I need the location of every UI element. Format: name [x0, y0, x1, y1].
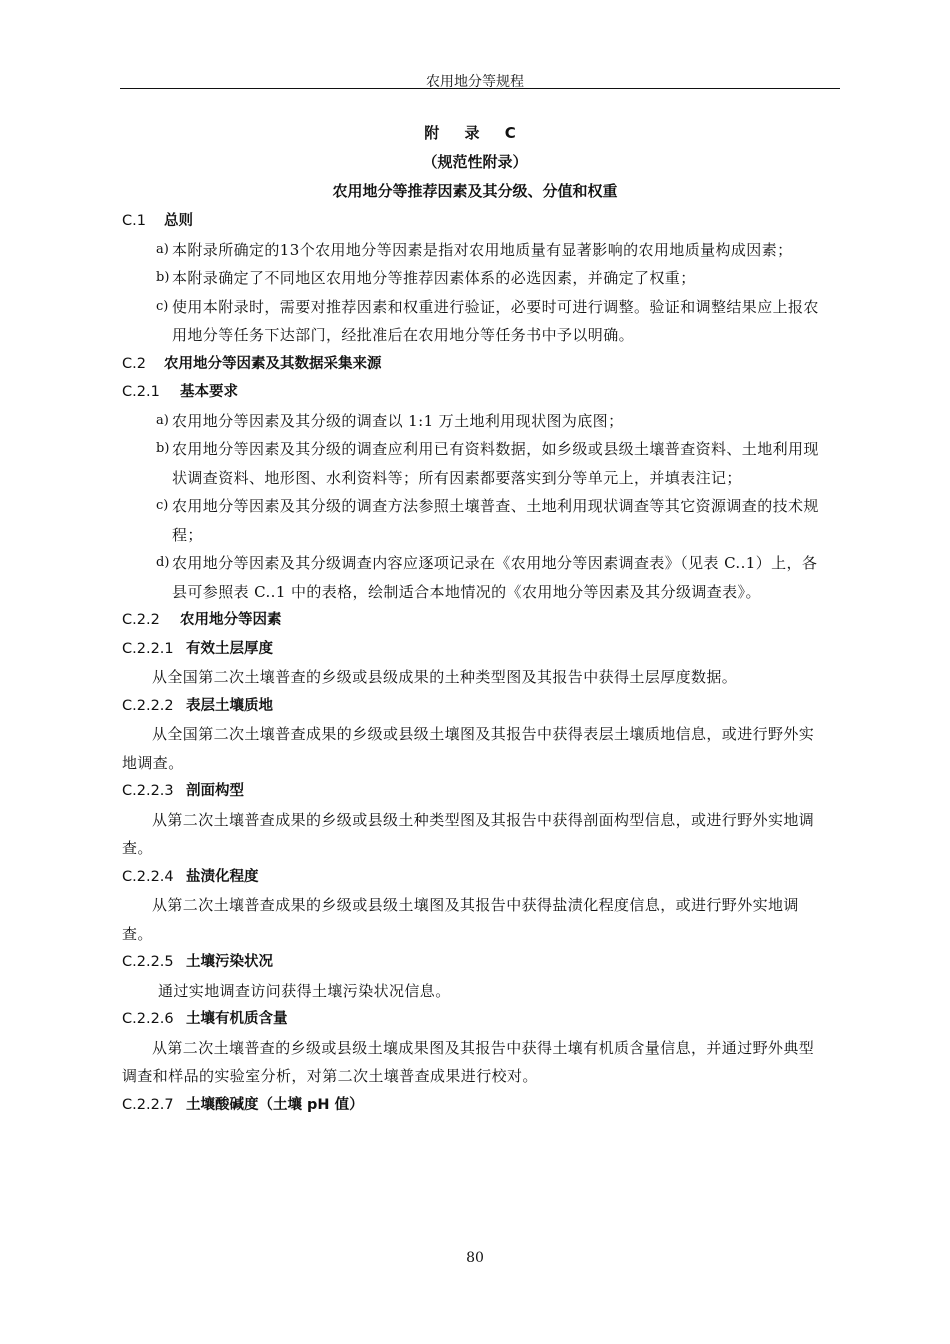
- list-item: [122, 293, 828, 350]
- appendix-type: （规范性附录）: [422, 153, 528, 171]
- list-item: [122, 492, 828, 549]
- list-item: [122, 435, 828, 492]
- section-heading-c2-2-5: [122, 948, 828, 977]
- section-title: 基本要求: [180, 384, 238, 400]
- list-label: c ): [156, 492, 168, 521]
- section-number: C.2: [122, 355, 146, 372]
- list-text: 农用地分等因素及其分级的调查方法参照土壤普查、土地利用现状调查等其它资源调查的技术规程；: [172, 497, 819, 544]
- header-divider: [120, 88, 840, 89]
- list-text: 农用地分等因素及其分级的调查应利用已有资料数据，如乡级或县级土壤普查资料、土地利用现状调查资料、地形图、水利资料等；所有因素都要落实到分等单元上，并填表注记；: [172, 440, 819, 487]
- section-number: C.2.2.1: [122, 640, 174, 657]
- list-label: a ): [156, 236, 169, 265]
- section-paragraph: 从全国第二次土壤普查的乡级或县级成果的土种类型图及其报告中获得土层厚度数据。: [152, 668, 738, 686]
- section-title: 盐渍化程度: [186, 868, 259, 885]
- section-title: 土壤有机质含量: [186, 1011, 288, 1027]
- section-paragraph: 通过实地调查访问获得土壤污染状况信息。: [158, 981, 451, 1000]
- section-number: C.2.2.4: [122, 868, 174, 885]
- section-title: 有效土层厚度: [186, 640, 273, 657]
- section-paragraph: 从第二次土壤普查的乡级或县级土壤成果图及其报告中获得土壤有机质含量信息，并通过野外典型调查和样品的实验室分析，对第二次土壤普查成果进行校对。: [122, 1038, 815, 1085]
- section-number: C.2.2.3: [122, 783, 174, 799]
- section-number: C.2.2.5: [122, 954, 174, 970]
- list-label: d ): [156, 549, 169, 578]
- list-label: c ): [156, 293, 168, 322]
- section-number: C.2.1: [122, 384, 160, 400]
- section-heading-c2-2-7: [122, 1091, 828, 1120]
- section-heading-c2-2-3: [122, 777, 828, 806]
- section-title: 土壤酸碱度（土壤 pH 值）: [186, 1096, 364, 1113]
- list-text: 农用地分等因素及其分级的调查以 1:1 万土地利用现状图为底图；: [172, 411, 624, 430]
- appendix-title: 农用地分等推荐因素及其分级、分值和权重: [332, 182, 618, 200]
- section-paragraph: 从全国第二次土壤普查成果的乡级或县级土壤图及其报告中获得表层土壤质地信息，或进行野外实地调查。: [122, 725, 815, 772]
- section-number: C.1: [122, 213, 146, 229]
- section-title: 土壤污染状况: [186, 954, 273, 970]
- section-title: 剖面构型: [186, 783, 244, 799]
- section-heading-c2-2-1: [122, 635, 828, 664]
- section-heading-c2-2-6: [122, 1005, 828, 1034]
- list-item: [122, 549, 828, 606]
- section-paragraph: 从第二次土壤普查成果的乡级或县级土壤图及其报告中获得盐渍化程度信息，或进行野外实地调查。: [122, 896, 799, 943]
- section-heading-c2-1: [122, 378, 828, 407]
- section-heading-c2: [122, 350, 828, 379]
- list-item: [122, 407, 828, 436]
- page-number: 80: [466, 1250, 484, 1266]
- section-heading-c2-2: [122, 606, 828, 635]
- section-title: 农用地分等因素: [180, 612, 282, 628]
- list-text: 本附录确定了不同地区农用地分等推荐因素体系的必选因素，并确定了权重；: [172, 269, 696, 287]
- section-number: C.2.2: [122, 612, 160, 628]
- section-paragraph: 从第二次土壤普查成果的乡级或县级土种类型图及其报告中获得剖面构型信息，或进行野外实地调查。: [122, 810, 815, 857]
- list-text: 本附录所确定的13个农用地分等因素是指对农用地质量有显著影响的农用地质量构成因素；: [172, 240, 793, 259]
- section-number: C.2.2.6: [122, 1011, 174, 1027]
- section-number: C.2.2.7: [122, 1096, 174, 1113]
- page-body: [122, 118, 828, 1119]
- list-label: b ): [156, 435, 169, 464]
- list-text: 使用本附录时，需要对推荐因素和权重进行验证，必要时可进行调整。验证和调整结果应上报农用地分等任务下达部门，经批准后在农用地分等任务书中予以明确。: [172, 297, 819, 344]
- list-label: a ): [156, 407, 169, 436]
- list-label: b ): [156, 264, 169, 293]
- list-item: [122, 236, 828, 265]
- section-heading-c2-2-4: [122, 863, 828, 892]
- list-text: 农用地分等因素及其分级调查内容应逐项记录在《农用地分等因素调查表》（见表 C..1）上，各县可参照表 C..1 中的表格，绘制适合本地情况的《农用地分等因素及其分级调查表》。: [172, 554, 818, 601]
- appendix-label: 附 录 C: [424, 124, 526, 142]
- section-heading-c1: [122, 207, 828, 236]
- list-item: [122, 264, 828, 293]
- section-heading-c2-2-2: [122, 692, 828, 721]
- section-title: 农用地分等因素及其数据采集来源: [164, 355, 382, 372]
- running-header: 农用地分等规程: [426, 74, 524, 90]
- section-title: 表层土壤质地: [186, 697, 273, 714]
- section-number: C.2.2.2: [122, 697, 174, 714]
- section-title: 总则: [164, 213, 193, 229]
